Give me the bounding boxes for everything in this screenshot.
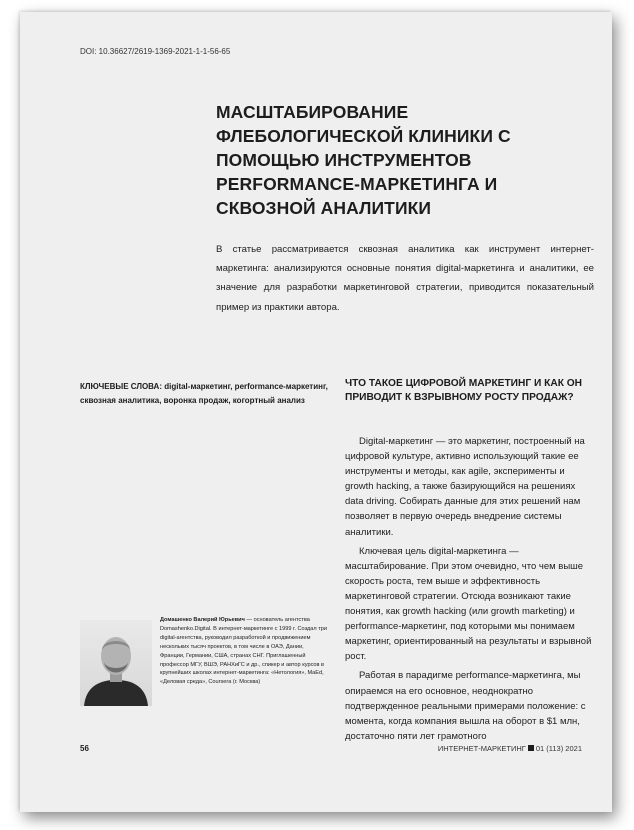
journal-page (20, 12, 612, 812)
author-info (160, 616, 328, 687)
body-paragraph: Digital-маркетинг — это маркетинг, построенный на цифровой культуре, активно использующий такие ее инструменты и методы, как agile, эксперименты и growth hacking, а также базирующийся на решениях data driving. Собирать данные для этих решений нам позволяет в первую очередь внедрение системы аналитики. (345, 436, 585, 538)
author-photo (80, 620, 152, 706)
journal-name: ИНТЕРНЕТ-МАРКЕТИНГ (437, 744, 526, 753)
article-title: МАСШТАБИРОВАНИЕ ФЛЕБОЛОГИЧЕСКОЙ КЛИНИКИ С ПОМОЩЬЮ ИНСТРУМЕНТОВ PERFORMANCE-МАРКЕТИНГА И СКВОЗНОЙ АНАЛИТИКИ (216, 102, 511, 218)
doi-label: DOI: 10.36627/2619-1369-2021-1-1-56-65 (80, 47, 231, 56)
section-heading: ЧТО ТАКОЕ ЦИФРОВОЙ МАРКЕТИНГ И КАК ОН ПРИВОДИТ К ВЗРЫВНОМУ РОСТУ ПРОДАЖ? (345, 378, 583, 403)
author-name: Домашенко Валерий Юрьевич (160, 617, 245, 623)
journal-issue: 01 (113) 2021 (535, 744, 582, 753)
body-column (345, 434, 593, 748)
square-icon (528, 745, 534, 751)
journal-footer (438, 744, 582, 753)
body-paragraph: Ключевая цель digital-маркетинга — масштабирование. При этом очевидно, что чем выше скорость роста, тем выше и эффективность маркетинговой стратегии. Отсюда возникают такие понятия, как growth hacking (или growth marketing) и performance-маркетинг, под которыми мы понимаем маркетинг, ориентированный на результаты и взрывной рост. (345, 545, 592, 663)
keywords: КЛЮЧЕВЫЕ СЛОВА: digital-маркетинг, performance-маркетинг, сквозная аналитика, воронка продаж, когортный анализ (80, 382, 328, 405)
body-paragraph: Работая в парадигме performance-маркетинга, мы опираемся на его основное, неоднократно подтвержденное реальными примерами положение: с момента, когда компания вышла на оборот в $1 млн, достаточно пяти лет грамотного (345, 670, 586, 742)
author-bio: — основатель агентства Domashenko.Digital. В интернет-маркетинге с 1999 г. Создал три digital-агентства, руководил разработкой и продвижением нескольких тысяч проектов, в том числе в ОАЭ, Дании, Франции, Германии, США, странах СНГ. Приглашенный профессор МГУ, ВШЭ, РАНХиГС и др., спикер и автор курсов в крупнейших школах интернет-маркетинга: «Нетология», MaEd, «Деловая среда», Coursera (г. Москва) (160, 617, 328, 686)
article-abstract: В статье рассматривается сквозная аналитика как инструмент интернет-маркетинга: анализируются основные понятия digital-маркетинга и аналитики, ее значение для разработки маркетинговой стратегии, приводится показательный пример из практики автора. (216, 244, 594, 313)
page-number: 56 (80, 744, 89, 753)
